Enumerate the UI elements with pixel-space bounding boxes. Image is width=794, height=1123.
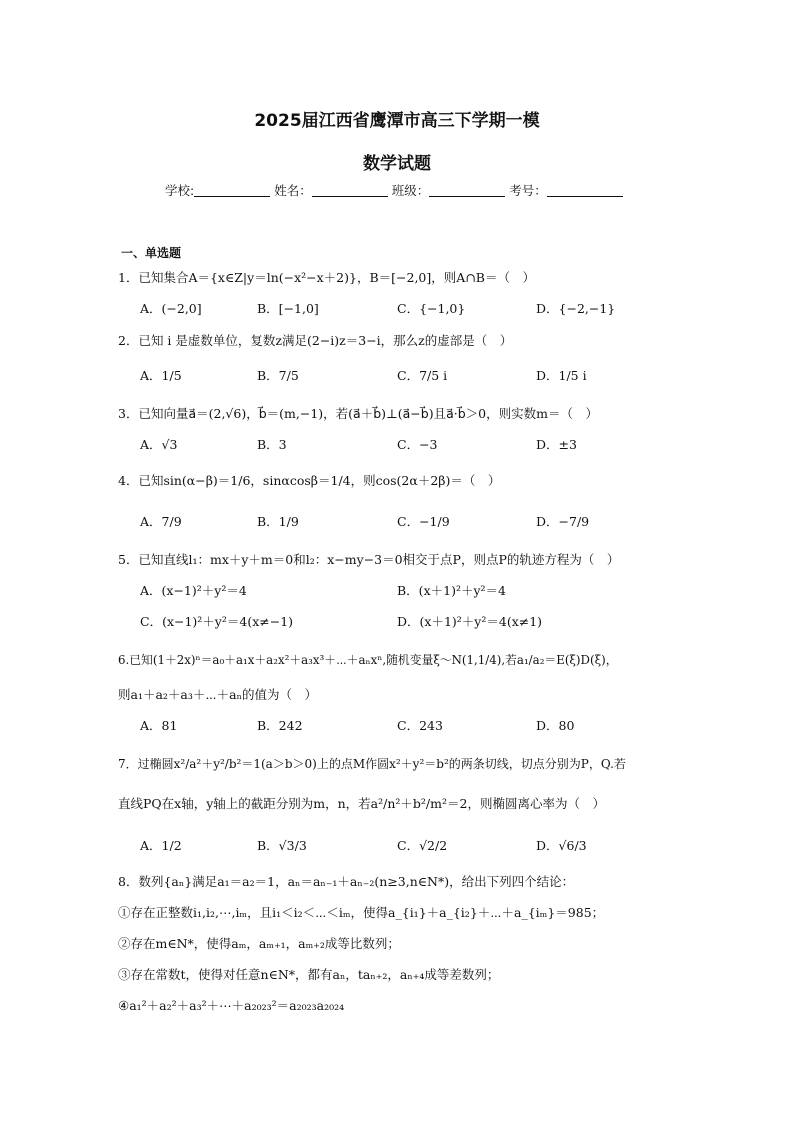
- question-8-statement-1: ①存在正整数i₁,i₂,⋯,iₘ，且i₁＜i₂＜⋯＜iₘ，使得a_{i₁}＋a_{i₂}＋⋯＋a_{iₘ}＝985；: [118, 905, 605, 920]
- question-3-option-a[interactable]: A．√3: [140, 437, 178, 452]
- question-7-option-a[interactable]: A．1/2: [140, 838, 182, 853]
- question-4-option-b[interactable]: B．1/9: [257, 514, 299, 529]
- class-blank[interactable]: [429, 184, 505, 197]
- question-3-stem: 3．已知向量a⃗＝(2,√6)，b⃗＝(m,−1)，若(a⃗＋b⃗)⊥(a⃗−b⃗)且a⃗·b⃗＞0，则实数m＝（ ）: [118, 406, 598, 421]
- question-8-statement-3: ③存在常数t，使得对任意n∈N*，都有aₙ，taₙ₊₂，aₙ₊₄成等差数列；: [118, 967, 500, 982]
- question-7-option-c[interactable]: C．√2/2: [397, 838, 448, 853]
- question-6-stem-continued: 则a₁＋a₂＋a₃＋⋯＋aₙ的值为（ ）: [118, 687, 318, 702]
- question-6-option-a[interactable]: A．81: [140, 718, 178, 733]
- question-1-stem: 1．已知集合A＝{x∈Z|y＝ln(−x²−x＋2)}，B＝[−2,0]，则A∩B＝（ ）: [118, 270, 535, 285]
- question-1-option-d[interactable]: D．{−2,−1}: [536, 301, 616, 316]
- exam-title: 2025届江西省鹰潭市高三下学期一模: [254, 111, 540, 131]
- question-2-option-a[interactable]: A．1/5: [140, 368, 182, 383]
- question-5-option-a[interactable]: A．(x−1)²＋y²＝4: [140, 583, 247, 598]
- question-5-option-d[interactable]: D．(x＋1)²＋y²＝4(x≠1): [397, 614, 543, 629]
- question-5-option-b[interactable]: B．(x＋1)²＋y²＝4: [397, 583, 506, 598]
- question-1-option-b[interactable]: B．[−1,0]: [257, 301, 319, 316]
- question-2-option-d[interactable]: D．1/5 i: [536, 368, 587, 383]
- exam-number-label: 考号：: [509, 183, 547, 198]
- class-label: 班级：: [391, 183, 430, 198]
- question-7-stem-continued: 直线PQ在x轴，y轴上的截距分别为m，n，若a²/n²＋b²/m²＝2，则椭圆离心率为（ ）: [118, 796, 605, 811]
- exam-number-blank[interactable]: [547, 184, 623, 197]
- question-3-option-b[interactable]: B．3: [257, 437, 287, 452]
- question-8-statement-4: ④a₁²＋a₂²＋a₃²＋⋯＋a₂₀₂₃²＝a₂₀₂₃a₂₀₂₄: [118, 998, 345, 1013]
- question-4-option-a[interactable]: A．7/9: [140, 514, 182, 529]
- question-3-option-d[interactable]: D．±3: [536, 437, 577, 452]
- question-3-option-c[interactable]: C．−3: [397, 437, 438, 452]
- question-7-option-d[interactable]: D．√6/3: [536, 838, 587, 853]
- question-2-stem: 2．已知 i 是虚数单位，复数z满足(2−i)z＝3−i，那么z的虚部是（ ）: [118, 333, 513, 348]
- question-6-option-d[interactable]: D．80: [536, 718, 575, 733]
- question-8-stem: 8．数列{aₙ}满足a₁＝a₂＝1，aₙ＝aₙ₋₁＋aₙ₋₂(n≥3,n∈N*)，给出下列四个结论：: [118, 874, 575, 889]
- question-8-statement-2: ②存在m∈N*，使得aₘ，aₘ₊₁，aₘ₊₂成等比数列；: [118, 936, 400, 951]
- exam-subtitle: 数学试题: [363, 154, 431, 174]
- student-info-row: [165, 181, 623, 199]
- name-label: 姓名：: [274, 183, 312, 198]
- question-1-option-a[interactable]: A．(−2,0]: [140, 301, 202, 316]
- section-heading: 一、单选题: [121, 246, 182, 260]
- question-4-stem: 4．已知sin(α−β)＝1/6，sinαcosβ＝1/4，则cos(2α＋2β)＝（ ）: [118, 473, 501, 488]
- question-6-stem: 6.已知(1＋2x)ⁿ＝a₀＋a₁x＋a₂x²＋a₃x³＋⋯＋aₙxⁿ,随机变量ξ～N(1,1/4),若a₁/a₂＝E(ξ)D(ξ)，: [118, 653, 618, 667]
- question-7-stem: 7．过椭圆x²/a²＋y²/b²＝1(a＞b＞0)上的点M作圆x²＋y²＝b²的两条切线，切点分别为P，Q.若: [118, 757, 626, 771]
- question-6-option-b[interactable]: B．242: [257, 718, 303, 733]
- question-4-option-d[interactable]: D．−7/9: [536, 514, 590, 529]
- question-2-option-b[interactable]: B．7/5: [257, 368, 299, 383]
- question-4-option-c[interactable]: C．−1/9: [397, 514, 450, 529]
- school-label: 学校:: [165, 183, 195, 198]
- question-2-option-c[interactable]: C．7/5 i: [397, 368, 448, 383]
- school-blank[interactable]: [194, 184, 270, 197]
- question-1-option-c[interactable]: C．{−1,0}: [397, 301, 466, 316]
- name-blank[interactable]: [312, 184, 388, 197]
- question-6-option-c[interactable]: C．243: [397, 718, 443, 733]
- question-7-option-b[interactable]: B．√3/3: [257, 838, 307, 853]
- question-5-option-c[interactable]: C．(x−1)²＋y²＝4(x≠−1): [140, 614, 294, 629]
- question-5-stem: 5．已知直线l₁：mx＋y＋m＝0和l₂：x−my−3＝0相交于点P，则点P的轨迹方程为（ ）: [118, 552, 620, 567]
